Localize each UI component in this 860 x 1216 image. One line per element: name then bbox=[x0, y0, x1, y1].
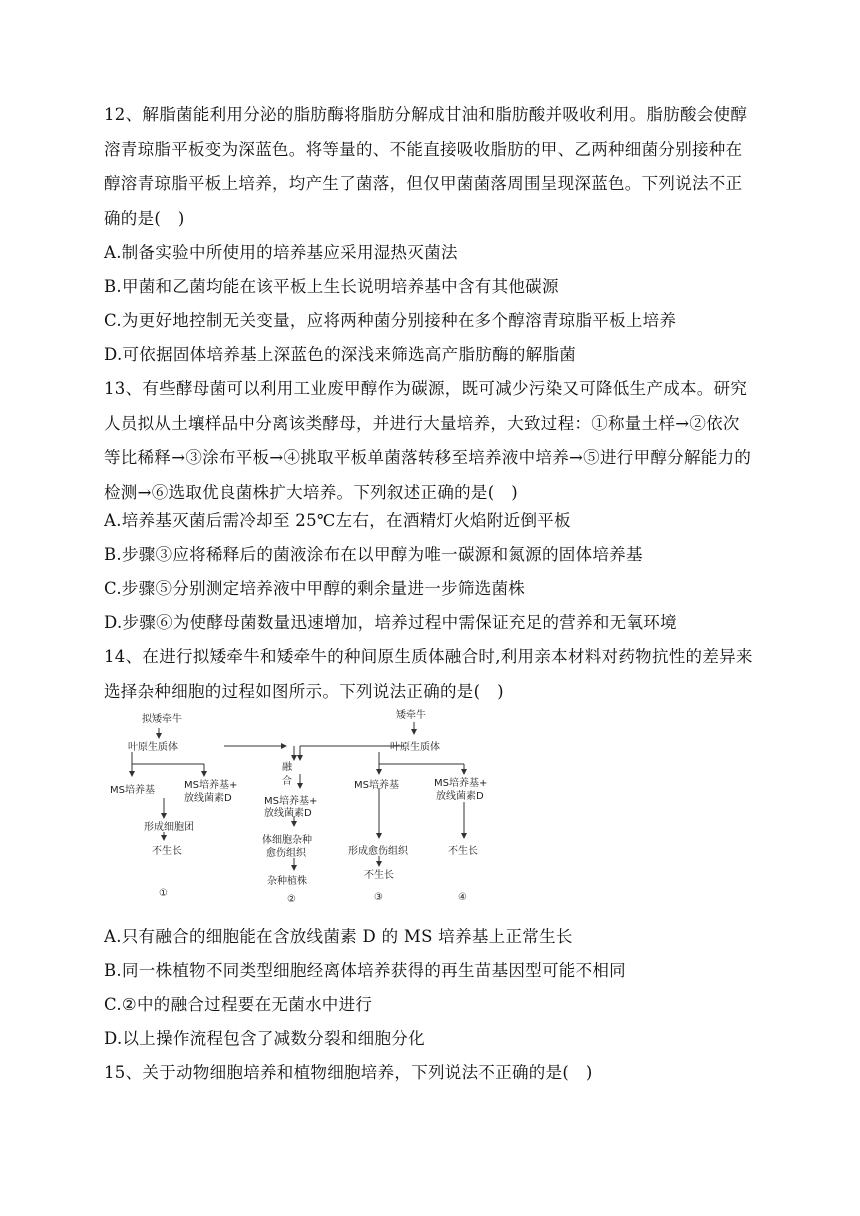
hybrid-plant-label: 杂种植株 bbox=[267, 876, 307, 887]
hybrid-cell-label-1: 体细胞杂种 bbox=[262, 835, 312, 846]
q14-stem: 14、在进行拟矮牵牛和矮牵牛的种间原生质体融合时,利用亲本材料对药物抗性的差异来选择杂种细胞的过程如图所示。下列说法正确的是( ) bbox=[104, 647, 753, 701]
fusion-flow-diagram bbox=[104, 708, 524, 908]
left-ms-plus-label-1: MS培养基+ bbox=[184, 780, 238, 791]
fusion-label-1: 融 bbox=[282, 762, 292, 773]
mid-ms-plus-label-1: MS培养基+ bbox=[264, 796, 318, 807]
mid-right-no-growth-label: 不生长 bbox=[364, 870, 394, 881]
right-ms-plus-label-1: MS培养基+ bbox=[434, 778, 488, 789]
left-plant-label: 拟矮牵牛 bbox=[142, 714, 182, 725]
q13-option-c: C.步骤⑤分别测定培养液中甲醇的剩余量进一步筛选菌株 bbox=[104, 579, 526, 598]
fusion-label-2: 合 bbox=[282, 776, 292, 787]
form-clump-label: 形成细胞团 bbox=[144, 822, 194, 833]
figure-num-2: ② bbox=[287, 894, 296, 905]
q12-option-d: D.可依据固体培养基上深蓝色的深浅来筛选高产脂肪酶的解脂菌 bbox=[104, 345, 577, 364]
q14-option-b: B.同一株植物不同类型细胞经离体培养获得的再生苗基因型可能不相同 bbox=[104, 961, 626, 980]
q14-option-d: D.以上操作流程包含了减数分裂和细胞分化 bbox=[104, 1029, 425, 1048]
q15-stem: 15、关于动物细胞培养和植物细胞培养，下列说法不正确的是( ) bbox=[104, 1063, 593, 1082]
q13-stem: 13、有些酵母菌可以利用工业废甲醇作为碳源，既可减少污染又可降低生产成本。研究人员拟从土壤样品中分离该类酵母，并进行大量培养，大致过程：①称量土样→②依次等比稀释→③涂布平板→④挑取平板单菌落转移至培养液中培养→⑤进行甲醇分解能力的检测→⑥选取优良菌株扩大培养。下列叙述正确的是( ) bbox=[104, 379, 752, 502]
left-ms-label: MS培养基 bbox=[110, 785, 155, 796]
left-protoplast-label: 叶原生质体 bbox=[128, 742, 178, 753]
figure-num-3: ③ bbox=[374, 892, 383, 903]
left-no-growth-label: 不生长 bbox=[152, 846, 182, 857]
q12-option-c: C.为更好地控制无关变量，应将两种菌分别接种在多个醇溶青琼脂平板上培养 bbox=[104, 311, 677, 330]
right-plant-label: 矮牵牛 bbox=[396, 710, 426, 721]
hybrid-cell-label-2: 愈伤组织 bbox=[266, 848, 306, 859]
right-no-growth-label: 不生长 bbox=[448, 846, 478, 857]
figure-num-4: ④ bbox=[458, 892, 467, 903]
form-callus-label: 形成愈伤组织 bbox=[348, 846, 408, 857]
figure-num-1: ① bbox=[159, 888, 168, 899]
left-ms-plus-label-2: 放线菌素D bbox=[184, 793, 232, 804]
q13-option-d: D.步骤⑥为使酵母菌数量迅速增加，培养过程中需保证充足的营养和无氧环境 bbox=[104, 613, 677, 632]
right-ms-label: MS培养基 bbox=[354, 780, 399, 791]
q12-option-b: B.甲菌和乙菌均能在该平板上生长说明培养基中含有其他碳源 bbox=[104, 277, 559, 296]
q13-option-b: B.步骤③应将稀释后的菌液涂布在以甲醇为唯一碳源和氮源的固体培养基 bbox=[104, 545, 643, 564]
q13-option-a: A.培养基灭菌后需冷却至 25℃左右，在酒精灯火焰附近倒平板 bbox=[104, 511, 571, 530]
q14-option-a: A.只有融合的细胞能在含放线菌素 D 的 MS 培养基上正常生长 bbox=[104, 927, 573, 946]
q12-option-a: A.制备实验中所使用的培养基应采用湿热灭菌法 bbox=[104, 243, 458, 262]
q14-option-c: C.②中的融合过程要在无菌水中进行 bbox=[104, 995, 373, 1014]
right-protoplast-label: 叶原生质体 bbox=[390, 742, 440, 753]
mid-ms-plus-label-2: 放线菌素D bbox=[264, 808, 312, 819]
right-ms-plus-label-2: 放线菌素D bbox=[436, 791, 484, 802]
q12-stem: 12、解脂菌能利用分泌的脂肪酶将脂肪分解成甘油和脂肪酸并吸收利用。脂肪酸会使醇溶青琼脂平板变为深蓝色。将等量的、不能直接吸收脂肪的甲、乙两种细菌分别接种在醇溶青琼脂平板上培养，均产生了菌落，但仅甲菌菌落周围呈现深蓝色。下列说法不正确的是( ) bbox=[104, 105, 748, 228]
